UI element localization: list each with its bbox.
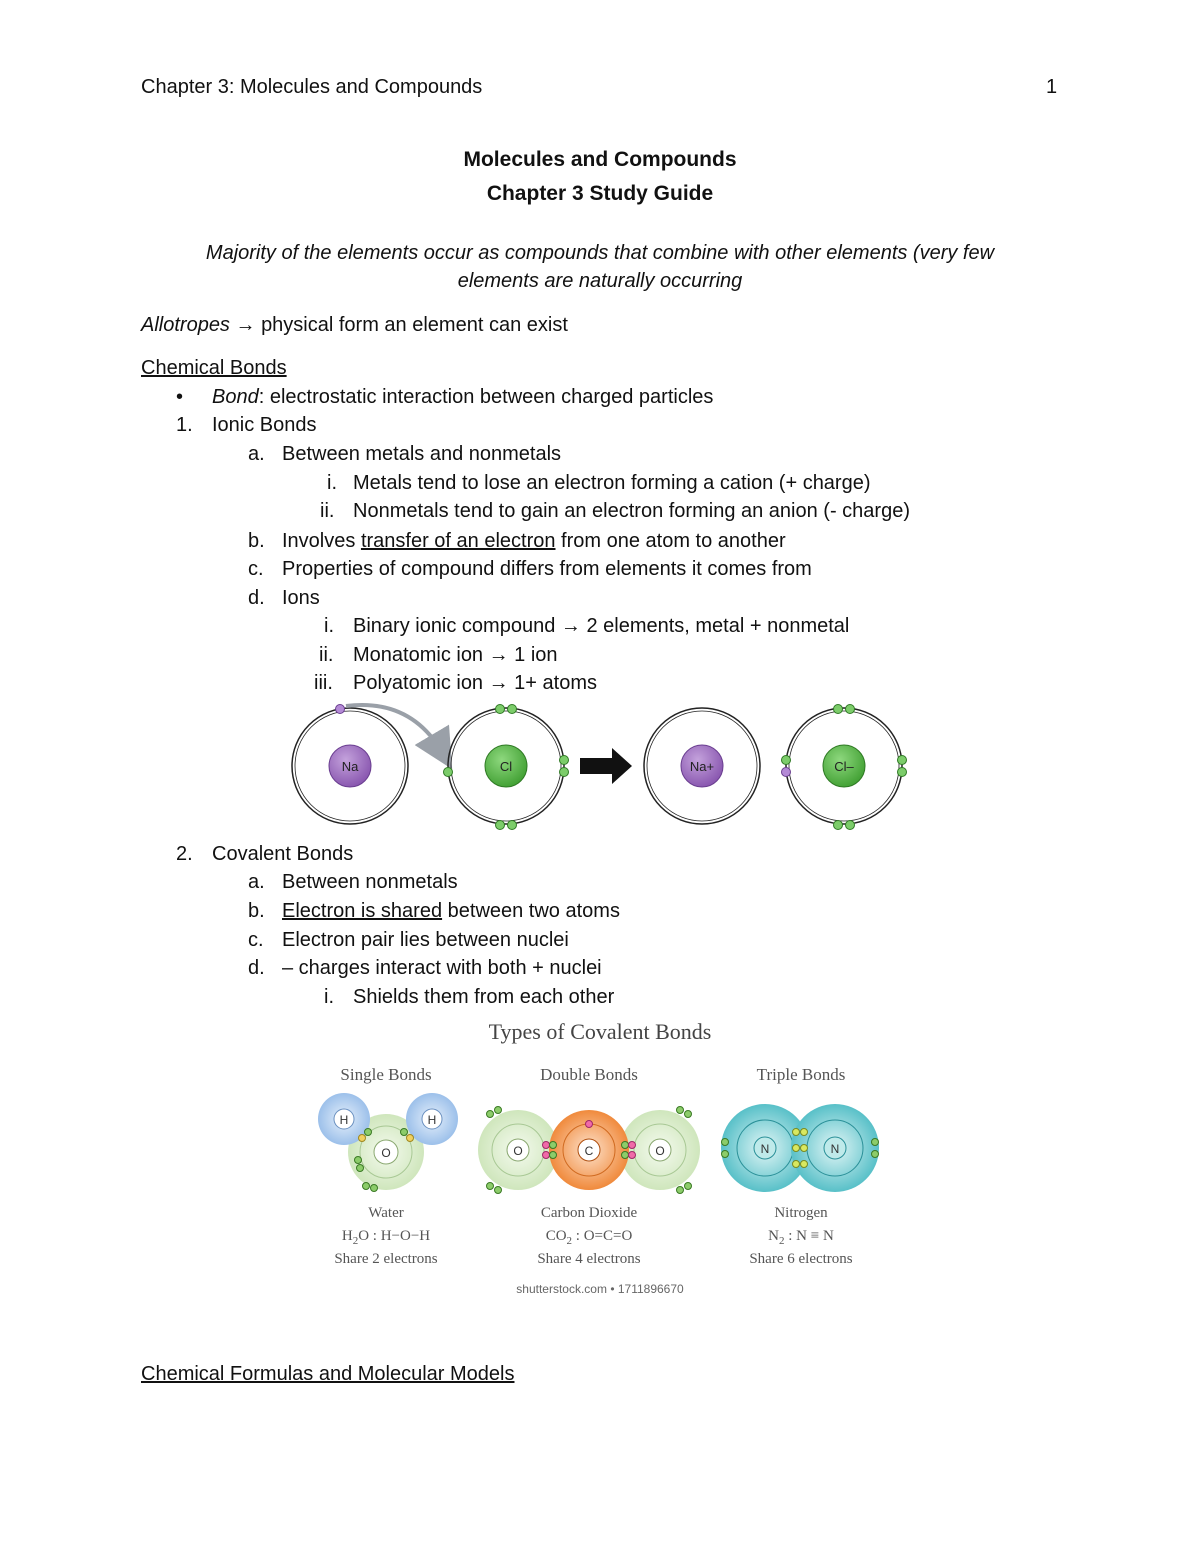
nitrogen-molecule (721, 1065, 879, 1267)
right-arrow-icon: → (488, 672, 509, 694)
text-span: from one atom to another (555, 530, 786, 552)
single-bonds-heading: Single Bonds (340, 1065, 432, 1084)
list-marker: 1. (176, 414, 193, 436)
sodium-atom (292, 705, 408, 825)
covalent-bonds-label: Covalent Bonds (212, 843, 354, 865)
cl-ion-label: Cl– (834, 759, 854, 774)
triple-bonds-heading: Triple Bonds (756, 1065, 846, 1084)
oxygen-label: O (513, 1144, 523, 1158)
text-span: 1+ atoms (508, 672, 598, 694)
text-span: Polyatomic ion (353, 672, 489, 694)
co2-formula: $CO_2$ : O=C=O (545, 1228, 633, 1247)
sodium-ion (644, 708, 760, 824)
list-marker: a. (248, 871, 265, 893)
na-ion-label: Na+ (689, 759, 715, 774)
underlined-text: Electron is shared (282, 900, 443, 922)
list-marker: 2. (176, 843, 193, 865)
n2-name: Nitrogen (774, 1205, 828, 1221)
hydrogen-label: H (427, 1113, 437, 1127)
figure-title: Types of Covalent Bonds (488, 1019, 712, 1044)
list-item (282, 898, 620, 924)
water-molecule (318, 1065, 458, 1267)
list-marker: a. (248, 443, 265, 465)
list-marker: d. (248, 957, 265, 979)
cl-label: Cl (499, 759, 513, 774)
list-item: Between metals and nonmetals (282, 443, 562, 465)
list-marker: i. (327, 472, 337, 494)
list-item (353, 613, 849, 639)
na-label: Na (341, 759, 359, 774)
carbon-label: C (584, 1144, 594, 1158)
hydrogen-label: H (339, 1113, 349, 1127)
co2-name: Carbon Dioxide (540, 1205, 638, 1221)
running-header: Chapter 3: Molecules and Compounds (141, 76, 483, 98)
covalent-bonds-figure (300, 1012, 900, 1302)
water-share: Share 2 electrons (334, 1251, 438, 1267)
ionic-bond-diagram (280, 698, 920, 838)
list-marker: b. (248, 530, 265, 552)
list-marker: i. (324, 615, 334, 637)
bond-definition (212, 384, 713, 410)
list-marker: ii. (319, 644, 334, 666)
electron-icon (336, 705, 345, 714)
list-item: Properties of compound differs from elements it comes from (282, 558, 812, 580)
right-arrow-icon: → (560, 615, 581, 637)
page-subtitle: Chapter 3 Study Guide (486, 182, 714, 205)
list-item: Shields them from each other (353, 986, 615, 1008)
section-heading-chemical-bonds: Chemical Bonds (141, 357, 287, 379)
bullet-icon: • (176, 386, 184, 408)
underlined-text: transfer of an electron (360, 530, 556, 552)
list-marker: c. (248, 558, 264, 580)
text-span: Involves (282, 530, 361, 552)
list-marker: ii. (320, 500, 335, 522)
water-formula: $H_2O$ : H−O−H (341, 1228, 431, 1247)
page-title: Molecules and Compounds (463, 148, 737, 171)
list-item: Electron pair lies between nuclei (282, 929, 569, 951)
list-item: Metals tend to lose an electron forming a cation (+ charge) (353, 472, 871, 494)
text-span: Monatomic ion (353, 644, 489, 666)
chloride-ion (782, 705, 907, 830)
list-item (353, 642, 558, 668)
allotropes-text: physical form an element can exist (261, 314, 568, 336)
oxygen-label: O (381, 1146, 391, 1160)
allotropes-definition (141, 312, 568, 338)
text-span: 1 ion (508, 644, 558, 666)
intro-line-1: Majority of the elements occur as compounds that combine with other elements (very few (205, 242, 995, 264)
intro-line-2: elements are naturally occurring (457, 270, 743, 292)
list-marker: d. (248, 587, 265, 609)
section-heading-chemical-formulas: Chemical Formulas and Molecular Models (141, 1363, 515, 1385)
watermark: shutterstock.com • 1711896670 (516, 1282, 684, 1296)
allotropes-term: Allotropes (141, 314, 230, 336)
water-name: Water (368, 1205, 404, 1221)
ionic-bonds-label: Ionic Bonds (212, 414, 317, 436)
list-item: Ions (282, 587, 320, 609)
list-item: – charges interact with both + nuclei (282, 957, 602, 979)
co2-share: Share 4 electrons (537, 1251, 641, 1267)
bond-text: : electrostatic interaction between charged particles (258, 386, 714, 408)
double-bonds-heading: Double Bonds (540, 1065, 638, 1084)
carbon-dioxide-molecule (478, 1065, 700, 1267)
list-marker: i. (324, 986, 334, 1008)
oxygen-label: O (655, 1144, 665, 1158)
list-item (282, 528, 786, 554)
text-span: between two atoms (442, 900, 620, 922)
right-arrow-icon: → (488, 644, 509, 666)
n2-share: Share 6 electrons (749, 1251, 853, 1267)
list-item (353, 670, 597, 696)
right-arrow-icon: → (235, 314, 256, 336)
page-number: 1 (1046, 76, 1058, 98)
reaction-arrow-icon (580, 748, 632, 784)
list-item: Nonmetals tend to gain an electron forming an anion (- charge) (353, 500, 910, 522)
text-span: Binary ionic compound (353, 615, 561, 637)
chlorine-atom (444, 705, 569, 830)
list-marker: c. (248, 929, 264, 951)
bond-term: Bond (212, 386, 259, 408)
n2-formula: $N_2$ : N ≡ N (768, 1228, 834, 1247)
nitrogen-label: N (830, 1142, 840, 1156)
list-marker: b. (248, 900, 265, 922)
nitrogen-label: N (760, 1142, 770, 1156)
list-marker: iii. (314, 672, 333, 694)
list-item: Between nonmetals (282, 871, 458, 893)
text-span: 2 elements, metal + nonmetal (580, 615, 850, 637)
